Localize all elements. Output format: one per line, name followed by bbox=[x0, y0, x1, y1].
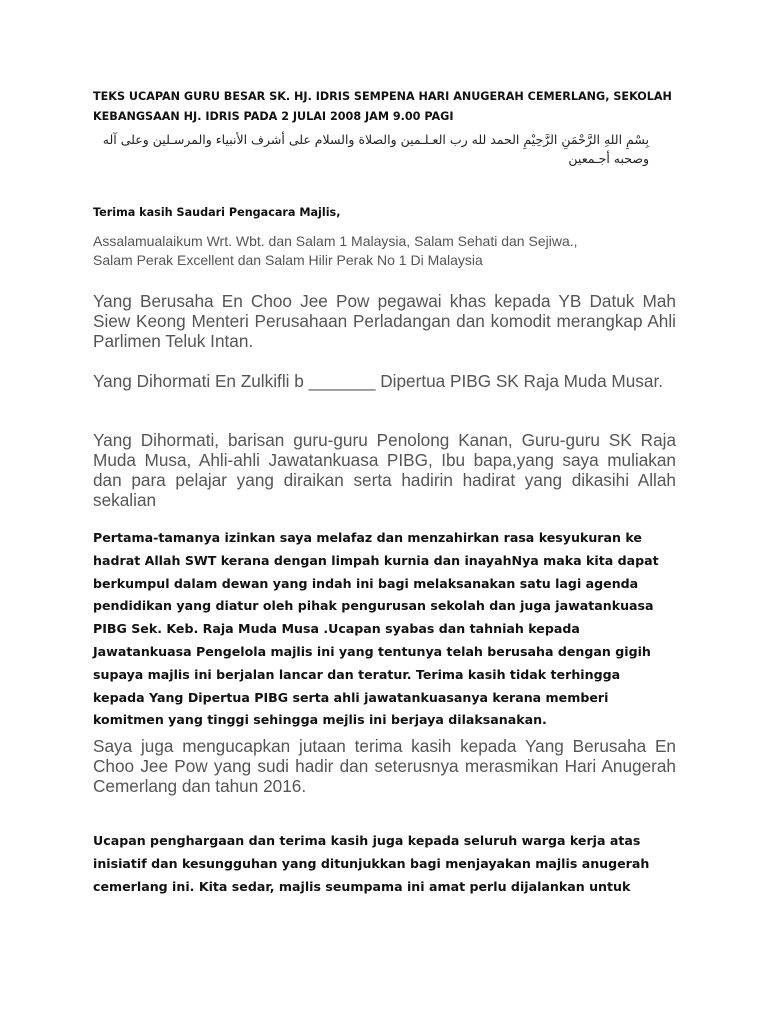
paragraph-line: Pertama-tamanya izinkan saya melafaz dan menzahirkan rasa kesyukuran ke bbox=[93, 530, 642, 545]
address-zulkifli-text: Yang Dihormati En Zulkifli b _______ Dipertua PIBG SK Raja Muda Musar. bbox=[93, 371, 664, 391]
address-zulkifli bbox=[93, 371, 676, 391]
paragraph-line: Jawatankuasa Pengelola majlis ini yang tentunya telah berusaha dengan gigih bbox=[93, 643, 651, 659]
arabic-opening: بِسْمِ اللهِ الرَّحْمَنِ الرَّحِيْمِ الحمد لله رب العـلـمين والصلاة والسلام على أشرف الأنبياء والمرسـلين وعلى آله وصحبه أجـمعين bbox=[102, 132, 649, 166]
paragraph-line: kepada Yang Dipertua PIBG serta ahli jawatankuasanya kerana memberi bbox=[93, 689, 609, 705]
paragraph-line: cemerlang ini. Kita sedar, majlis seumpama ini amat perlu dijalankan untuk bbox=[93, 878, 631, 894]
address-guru-text: Yang Dihormati, barisan guru-guru Penolong Kanan, Guru-guru SK Raja Muda Musa, Ahli-ahli Jawatankuasa PIBG, Ibu bapa,yang saya muliakan dan para pelajar yang diraikan serta hadirin hadirat yang dikasihi Allah sekalian bbox=[93, 430, 676, 510]
paragraph-line: supaya majlis ini berjalan lancar dan teratur. Terima kasih tidak terhingga bbox=[93, 666, 621, 682]
paragraph-line: pendidikan yang diatur oleh pihak pengurusan sekolah dan juga jawatankuasa bbox=[93, 598, 654, 614]
paragraph-saya-text: Saya juga mengucapkan jutaan terima kasih kepada Yang Berusaha En Choo Jee Pow yang sudi hadir dan seterusnya merasmikan Hari Anugerah Cemerlang dan tahun 2016. bbox=[93, 736, 676, 796]
paragraph-pertama bbox=[93, 527, 693, 732]
salam-line: Assalamualaikum Wrt. Wbt. dan Salam 1 Malaysia, Salam Sehati dan Sejiwa., bbox=[93, 233, 578, 249]
paragraph-line: PIBG Sek. Keb. Raja Muda Musa .Ucapan syabas dan tahniah kepada bbox=[93, 621, 580, 637]
address-berusaha bbox=[93, 291, 676, 351]
paragraph-saya bbox=[93, 736, 676, 796]
greeting-line: Terima kasih Saudari Pengacara Majlis, bbox=[93, 206, 341, 219]
salam-line: Salam Perak Excellent dan Salam Hilir Perak No 1 Di Malaysia bbox=[93, 252, 483, 268]
paragraph-line: berkumpul dalam dewan yang indah ini bagi melaksanakan satu lagi agenda bbox=[93, 575, 639, 591]
salam-block bbox=[93, 232, 693, 270]
speech-title: TEKS UCAPAN GURU BESAR SK. HJ. IDRIS SEMPENA HARI ANUGERAH CEMERLANG, SEKOLAH KEBANGSAAN HJ. IDRIS PADA 2 JULAI 2008 JAM 9.00 PAGI bbox=[93, 90, 672, 123]
paragraph-line: komitmen yang tinggi sehingga mejlis ini berjaya dilaksanakan. bbox=[93, 712, 547, 728]
address-guru bbox=[93, 430, 676, 510]
paragraph-ucapan bbox=[93, 830, 693, 898]
paragraph-line: Ucapan penghargaan dan terima kasih juga kepada seluruh warga kerja atas bbox=[93, 833, 641, 848]
paragraph-line: inisiatif dan kesungguhan yang ditunjukkan bagi menjayakan majlis anugerah bbox=[93, 855, 650, 871]
address-berusaha-text: Yang Berusaha En Choo Jee Pow pegawai khas kepada YB Datuk Mah Siew Keong Menteri Perusahaan Perladangan dan komodit merangkap Ahli Parlimen Teluk Intan. bbox=[93, 291, 676, 351]
paragraph-line: hadrat Allah SWT kerana dengan limpah kurnia dan inayahNya maka kita dapat bbox=[93, 552, 659, 568]
